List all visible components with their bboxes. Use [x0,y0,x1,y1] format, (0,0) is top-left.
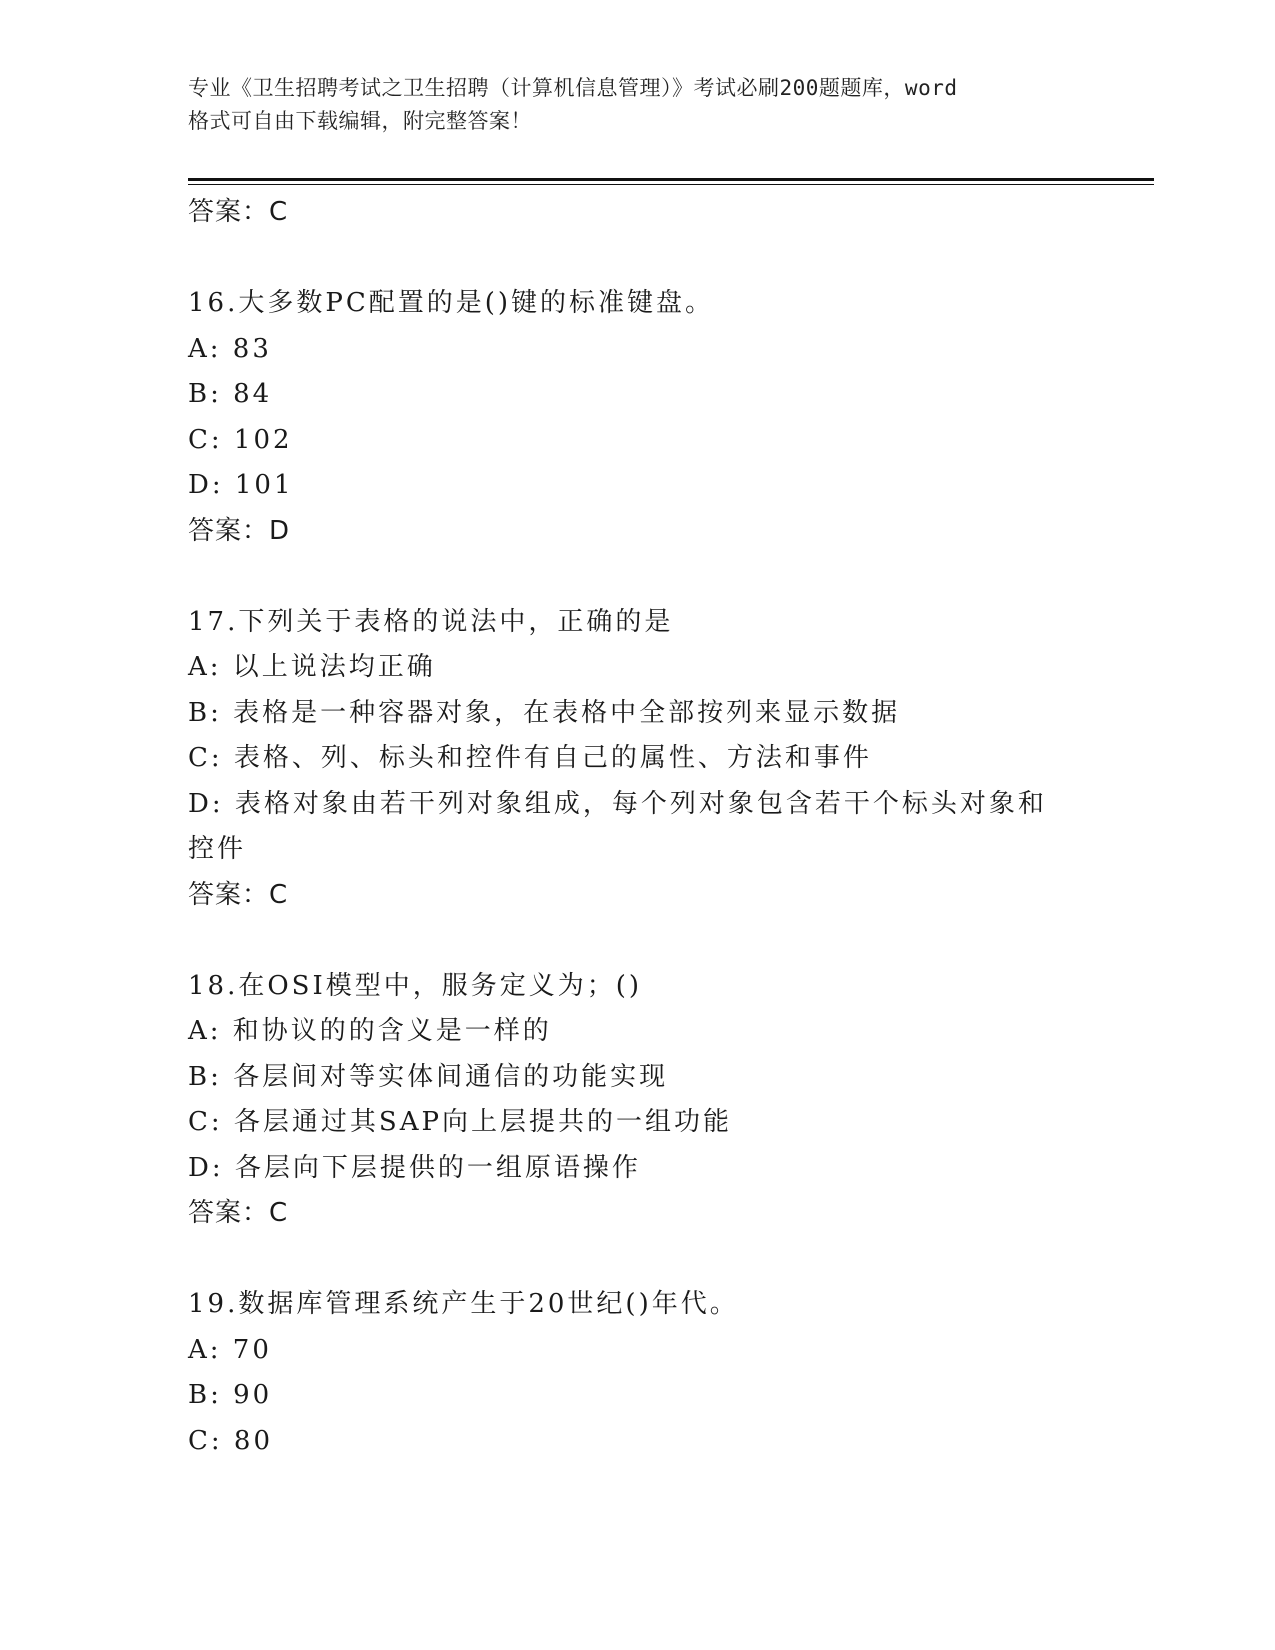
answer-line: 答案：C [188,197,289,227]
option-a: A: 以上说法均正确 [188,652,436,682]
option-a: A: 70 [188,1334,272,1365]
spacer [188,1237,1148,1283]
option-c: C: 表格、列、标头和控件有自己的属性、方法和事件 [188,743,872,773]
option-a: A: 83 [188,333,272,364]
answer-line: 答案：D [188,515,291,546]
option-c: C: 各层通过其SAP向上层提共的一组功能 [188,1107,733,1137]
question-block [188,600,1148,919]
spacer [188,236,1148,282]
option-d: D: 101 [188,470,294,500]
option-c: C: 80 [188,1425,274,1456]
question-list [188,190,1148,1464]
option-b: B: 84 [188,379,273,409]
option-b: B: 表格是一种容器对象，在表格中全部按列来显示数据 [188,697,901,728]
option-d: D: 各层向下层提供的一组原语操作 [188,1152,641,1183]
option-b: B: 各层间对等实体间通信的功能实现 [188,1061,669,1092]
spacer [188,918,1148,964]
question-block [188,964,1148,1237]
question-block [188,281,1148,554]
question-stem: 17.下列关于表格的说法中，正确的是 [188,606,674,637]
option-b: B: 90 [188,1380,273,1410]
header-line-2: 格式可自由下载编辑，附完整答案！ [188,109,532,133]
option-c: C: 102 [188,424,293,455]
option-d: D: 表格对象由若干列对象组成，每个列对象包含若干个标头对象和控件 [188,788,1047,864]
question-block [188,1282,1148,1464]
header-divider-thin [188,184,1154,185]
question-stem: 18.在OSI模型中，服务定义为；() [188,970,643,1001]
question-stem: 16.大多数PC配置的是()键的标准键盘。 [188,288,715,318]
header-line-1: 专业《卫生招聘考试之卫生招聘（计算机信息管理）》考试必刷200题题库，word [188,76,958,100]
answer-line: 答案：C [188,879,289,910]
option-a: A: 和协议的的含义是一样的 [188,1016,552,1046]
spacer [188,554,1148,600]
question-stem: 19.数据库管理系统产生于20世纪()年代。 [188,1289,739,1319]
answer-line: 答案：C [188,1198,289,1228]
header-divider-thick [188,178,1154,181]
document-header [188,72,1108,138]
